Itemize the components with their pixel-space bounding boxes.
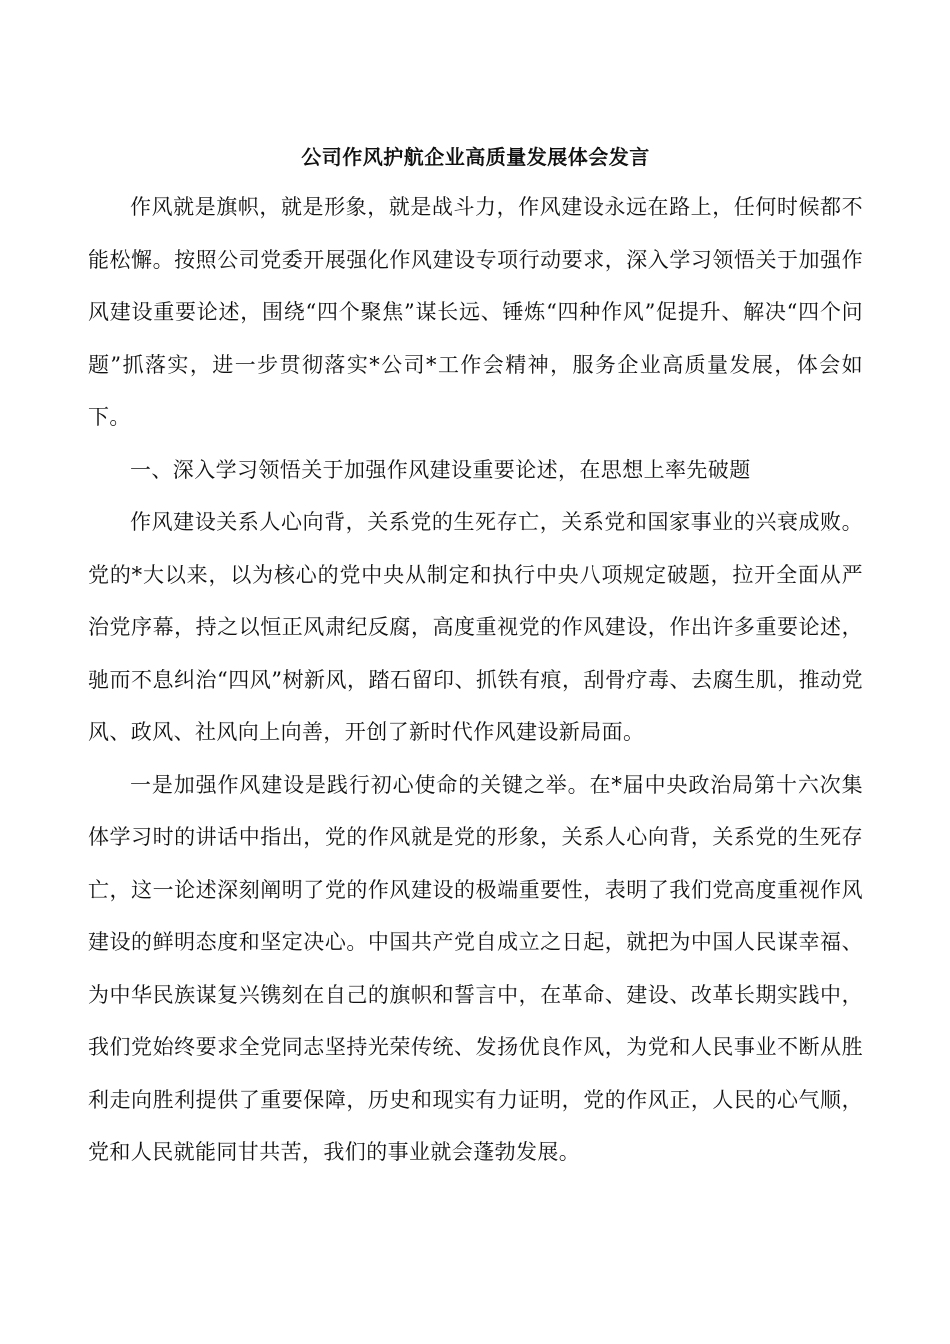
intro-paragraph: 作风就是旗帜，就是形象，就是战斗力，作风建设永远在路上，任何时候都不能松懈。按照公司党委开展强化作风建设专项行动要求，深入学习领悟关于加强作风建设重要论述，围绕“四个聚焦”谋长远、锤炼“四种作风”促提升、解决“四个问题”抓落实，进一步贯彻落实*公司*工作会精神，服务企业高质量发展，体会如下。 (88, 195, 863, 429)
document-title: 公司作风护航企业高质量发展体会发言 (301, 145, 650, 169)
document-body (88, 136, 863, 1179)
section-heading-1: 一、深入学习领悟关于加强作风建设重要论述，在思想上率先破题 (130, 457, 751, 482)
body-paragraph-1: 作风建设关系人心向背，关系党的生死存亡，关系党和国家事业的兴衰成败。党的*大以来，以为核心的党中央从制定和执行中央八项规定破题，拉开全面从严治党序幕，持之以恒正风肃纪反腐，高度重视党的作风建设，作出许多重要论述，驰而不息纠治“四风”树新风，踏石留印、抓铁有痕，刮骨疗毒、去腐生肌，推动党风、政风、社风向上向善，开创了新时代作风建设新局面。 (88, 510, 863, 744)
body-paragraph-2: 一是加强作风建设是践行初心使命的关键之举。在*届中央政治局第十六次集体学习时的讲话中指出，党的作风就是党的形象，关系人心向背，关系党的生死存亡，这一论述深刻阐明了党的作风建设的极端重要性，表明了我们党高度重视作风建设的鲜明态度和坚定决心。中国共产党自成立之日起，就把为中国人民谋幸福、为中华民族谋复兴镌刻在自己的旗帜和誓言中，在革命、建设、改革长期实践中，我们党始终要求全党同志坚持光荣传统、发扬优良作风，为党和人民事业不断从胜利走向胜利提供了重要保障，历史和现实有力证明，党的作风正，人民的心气顺，党和人民就能同甘共苦，我们的事业就会蓬勃发展。 (88, 772, 863, 1164)
